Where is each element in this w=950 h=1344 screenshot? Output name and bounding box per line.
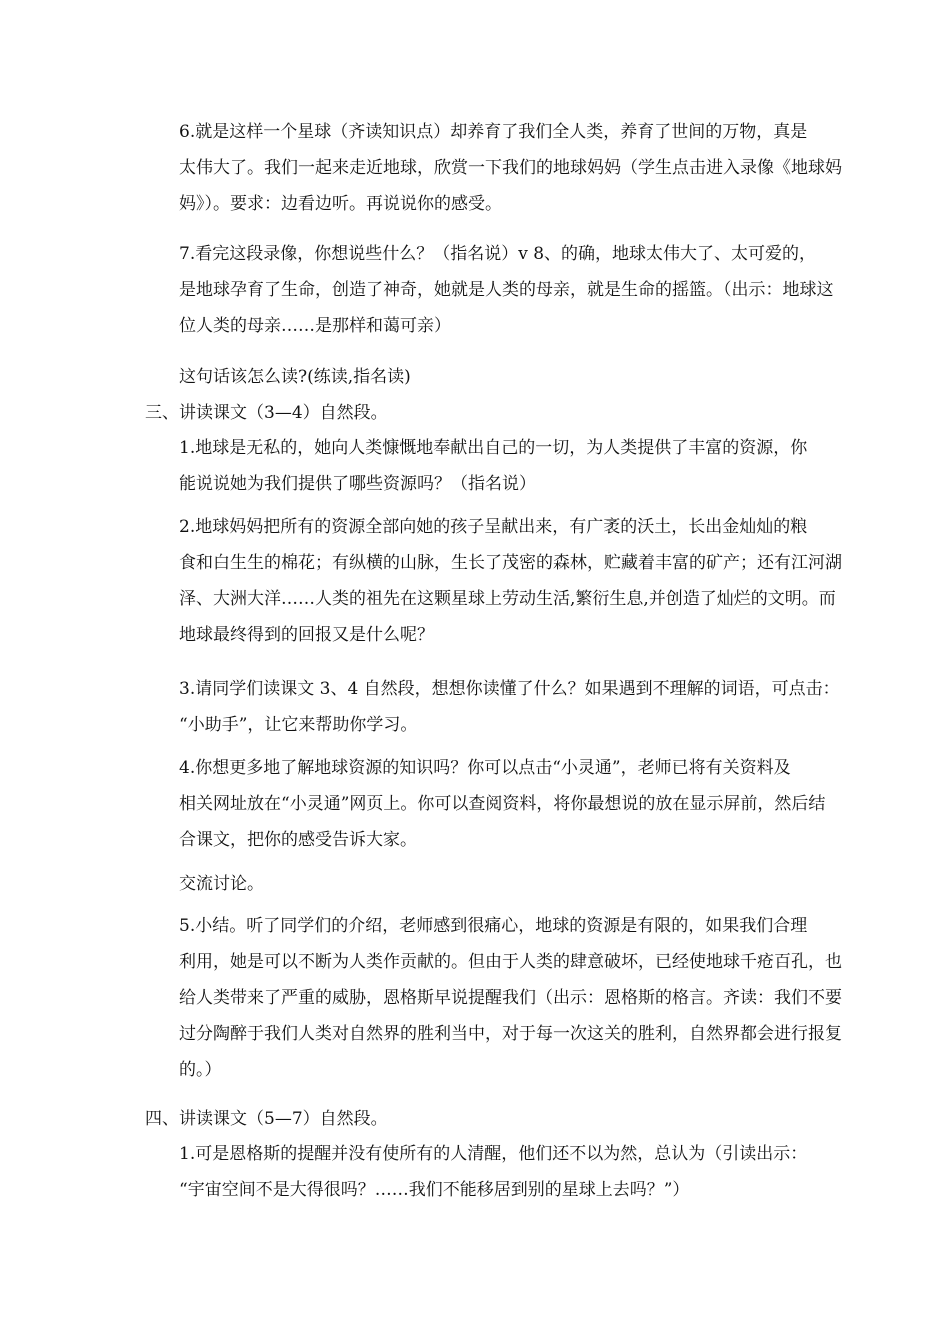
text-line: “小助手”，让它来帮助你学习。 (179, 715, 418, 735)
paragraph-read-aloud (145, 359, 810, 395)
text-line: 能说说她为我们提供了哪些资源吗？（指名说） (179, 474, 536, 494)
text-line: 泽、大洲大洋……人类的祖先在这颗星球上劳动生活,繁衍生息,并创造了灿烂的文明。而 (179, 589, 836, 609)
text-line: 交流讨论。 (179, 874, 264, 894)
paragraph-discussion (145, 866, 810, 902)
text-line: 1.地球是无私的，她向人类慷慨地奉献出自己的一切，为人类提供了丰富的资源，你 (179, 438, 808, 458)
text-line: 3.请同学们读课文 3、4 自然段，想想你读懂了什么？如果遇到不理解的词语，可点击： (179, 679, 840, 699)
text-line: 2.地球妈妈把所有的资源全部向她的孩子呈献出来，有广袤的沃土，长出金灿灿的粮 (179, 517, 808, 537)
paragraph-6 (145, 114, 842, 222)
paragraph-3-4 (145, 750, 826, 858)
section-heading-3 (145, 395, 810, 431)
text-line: 过分陶醉于我们人类对自然界的胜利当中，对于每一次这关的胜利，自然界都会进行报复 (179, 1024, 842, 1044)
heading-text: 四、讲读课文（5—7）自然段。 (145, 1109, 388, 1129)
text-line: 给人类带来了严重的威胁，恩格斯早说提醒我们（出示：恩格斯的格言。齐读：我们不要 (179, 988, 842, 1008)
text-line: “宇宙空间不是大得很吗？……我们不能移居到别的星球上去吗？”） (179, 1180, 690, 1200)
text-line: 1.可是恩格斯的提醒并没有使所有的人清醒，他们还不以为然，总认为（引读出示： (179, 1144, 808, 1164)
paragraph-3-3 (145, 671, 840, 743)
heading-text: 三、讲读课文（3—4）自然段。 (145, 403, 388, 423)
paragraph-3-2 (145, 509, 842, 653)
text-line: 地球最终得到的回报又是什么呢？ (179, 625, 434, 645)
text-line: 的。） (179, 1060, 222, 1080)
text-line: 7.看完这段录像，你想说些什么？（指名说）v 8、的确，地球太伟大了、太可爱的， (179, 244, 817, 264)
text-line: 利用，她是可以不断为人类作贡献的。但由于人类的肆意破坏，已经使地球千疮百孔，也 (179, 952, 842, 972)
text-line: 位人类的母亲……是那样和蔼可亲） (179, 316, 451, 336)
section-heading-4 (145, 1101, 810, 1137)
text-line: 5.小结。听了同学们的介绍，老师感到很痛心，地球的资源是有限的，如果我们合理 (179, 916, 808, 936)
text-line: 妈》）。要求：边看边听。再说说你的感受。 (179, 194, 502, 214)
text-line: 太伟大了。我们一起来走近地球，欣赏一下我们的地球妈妈（学生点击进入录像《地球妈 (179, 158, 842, 178)
text-line: 食和白生生的棉花；有纵横的山脉，生长了茂密的森林，贮藏着丰富的矿产；还有江河湖 (179, 553, 842, 573)
text-line: 相关网址放在“小灵通”网页上。你可以查阅资料，将你最想说的放在显示屏前，然后结 (179, 794, 826, 814)
paragraph-3-5 (145, 908, 842, 1088)
paragraph-3-1 (145, 430, 810, 502)
paragraph-7 (145, 236, 834, 344)
text-line: 这句话该怎么读?(练读,指名读) (179, 367, 411, 387)
text-line: 合课文，把你的感受告诉大家。 (179, 830, 417, 850)
text-line: 是地球孕育了生命，创造了神奇，她就是人类的母亲，就是生命的摇篮。（出示：地球这 (179, 280, 834, 300)
text-line: 4.你想更多地了解地球资源的知识吗？你可以点击“小灵通”，老师已将有关资料及 (179, 758, 791, 778)
text-line: 6.就是这样一个星球（齐读知识点）却养育了我们全人类，养育了世间的万物，真是 (179, 122, 808, 142)
paragraph-4-1 (145, 1136, 810, 1208)
